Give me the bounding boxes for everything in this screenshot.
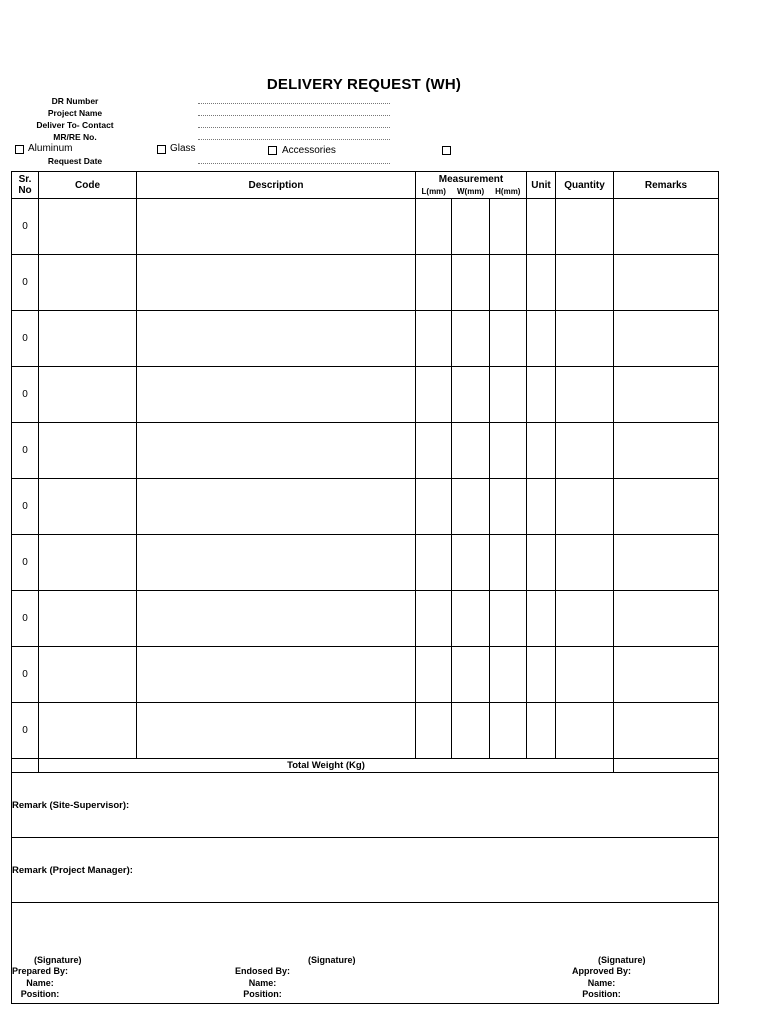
prepared-block bbox=[12, 966, 68, 1001]
row-cell[interactable] bbox=[39, 647, 137, 703]
dr-number-label: DR Number bbox=[51, 96, 99, 106]
row-sr-no: 0 bbox=[12, 199, 39, 255]
deliver-to-label: Deliver To- Contact bbox=[36, 120, 114, 130]
table-row bbox=[12, 199, 719, 255]
row-cell[interactable] bbox=[452, 311, 490, 367]
row-cell[interactable] bbox=[527, 255, 556, 311]
row-cell[interactable] bbox=[490, 479, 527, 535]
row-cell[interactable] bbox=[39, 591, 137, 647]
row-cell[interactable] bbox=[416, 255, 452, 311]
row-cell[interactable] bbox=[614, 591, 719, 647]
row-cell[interactable] bbox=[527, 535, 556, 591]
row-cell[interactable] bbox=[416, 311, 452, 367]
row-cell[interactable] bbox=[452, 591, 490, 647]
mr-re-no-field[interactable] bbox=[198, 139, 390, 140]
row-cell[interactable] bbox=[416, 423, 452, 479]
col-remarks: Remarks bbox=[614, 172, 719, 199]
row-cell[interactable] bbox=[416, 479, 452, 535]
row-cell[interactable] bbox=[556, 647, 614, 703]
row-cell[interactable] bbox=[137, 311, 416, 367]
row-cell[interactable] bbox=[416, 199, 452, 255]
aluminum-checkbox[interactable] bbox=[15, 145, 24, 154]
total-weight-label: Total Weight (Kg) bbox=[39, 759, 614, 773]
items-table bbox=[11, 171, 719, 1004]
prepared-signature-caption: (Signature) bbox=[34, 955, 82, 965]
remark-supervisor-row bbox=[12, 773, 719, 838]
row-cell[interactable] bbox=[452, 367, 490, 423]
row-cell[interactable] bbox=[452, 199, 490, 255]
row-cell[interactable] bbox=[452, 423, 490, 479]
signature-area bbox=[12, 903, 719, 1004]
row-cell[interactable] bbox=[490, 367, 527, 423]
row-cell[interactable] bbox=[39, 255, 137, 311]
request-date-label: Request Date bbox=[47, 156, 103, 166]
approved-name-label: Name: bbox=[587, 977, 616, 988]
accessories-label: Accessories bbox=[282, 145, 336, 156]
col-l-mm: L(mm) bbox=[421, 186, 446, 196]
row-cell[interactable] bbox=[39, 479, 137, 535]
row-cell[interactable] bbox=[614, 423, 719, 479]
table-row bbox=[12, 535, 719, 591]
row-cell[interactable] bbox=[452, 703, 490, 759]
table-row bbox=[12, 479, 719, 535]
signature-row bbox=[12, 903, 719, 1004]
other-checkbox[interactable] bbox=[442, 146, 451, 155]
row-cell[interactable] bbox=[452, 647, 490, 703]
row-sr-no: 0 bbox=[12, 423, 39, 479]
approved-block bbox=[572, 966, 631, 1001]
row-cell[interactable] bbox=[39, 367, 137, 423]
col-sr-no: Sr. No bbox=[12, 172, 39, 199]
col-quantity: Quantity bbox=[556, 172, 614, 199]
endorsed-name-label: Name: bbox=[248, 977, 277, 988]
row-sr-no: 0 bbox=[12, 367, 39, 423]
row-cell[interactable] bbox=[490, 703, 527, 759]
table-header-row bbox=[12, 172, 719, 199]
approved-by-label: Approved By: bbox=[572, 966, 632, 976]
row-cell[interactable] bbox=[614, 647, 719, 703]
row-sr-no: 0 bbox=[12, 255, 39, 311]
row-cell[interactable] bbox=[39, 311, 137, 367]
row-cell[interactable] bbox=[137, 199, 416, 255]
row-cell[interactable] bbox=[614, 199, 719, 255]
row-cell[interactable] bbox=[490, 255, 527, 311]
row-cell[interactable] bbox=[137, 255, 416, 311]
row-cell[interactable] bbox=[527, 423, 556, 479]
row-cell[interactable] bbox=[527, 647, 556, 703]
prepared-name-label: Name: bbox=[26, 977, 54, 988]
row-cell[interactable] bbox=[527, 703, 556, 759]
page-title: DELIVERY REQUEST (WH) bbox=[266, 76, 462, 93]
row-cell[interactable] bbox=[490, 591, 527, 647]
row-cell[interactable] bbox=[137, 591, 416, 647]
row-cell[interactable] bbox=[137, 535, 416, 591]
project-name-label: Project Name bbox=[47, 108, 103, 118]
row-cell[interactable] bbox=[556, 703, 614, 759]
row-sr-no: 0 bbox=[12, 591, 39, 647]
aluminum-label: Aluminum bbox=[28, 143, 73, 154]
row-cell[interactable] bbox=[527, 311, 556, 367]
row-cell[interactable] bbox=[556, 479, 614, 535]
row-cell[interactable] bbox=[416, 367, 452, 423]
row-sr-no: 0 bbox=[12, 311, 39, 367]
row-sr-no: 0 bbox=[12, 479, 39, 535]
row-cell[interactable] bbox=[527, 479, 556, 535]
row-cell[interactable] bbox=[452, 535, 490, 591]
glass-checkbox[interactable] bbox=[157, 145, 166, 154]
row-cell[interactable] bbox=[614, 479, 719, 535]
endorsed-signature-caption: (Signature) bbox=[308, 955, 356, 965]
row-cell[interactable] bbox=[614, 535, 719, 591]
table-row bbox=[12, 591, 719, 647]
row-cell[interactable] bbox=[416, 647, 452, 703]
row-cell[interactable] bbox=[490, 647, 527, 703]
row-cell[interactable] bbox=[614, 311, 719, 367]
row-cell[interactable] bbox=[556, 535, 614, 591]
row-cell[interactable] bbox=[490, 423, 527, 479]
col-code: Code bbox=[39, 172, 137, 199]
approved-signature-caption: (Signature) bbox=[598, 955, 646, 965]
dr-number-field[interactable] bbox=[198, 103, 390, 104]
row-cell[interactable] bbox=[556, 199, 614, 255]
request-date-field[interactable] bbox=[198, 163, 390, 164]
row-cell[interactable] bbox=[527, 367, 556, 423]
row-cell[interactable] bbox=[556, 255, 614, 311]
row-cell[interactable] bbox=[490, 199, 527, 255]
prepared-by-label: Prepared By: bbox=[12, 966, 69, 976]
remark-manager-row bbox=[12, 838, 719, 903]
table-row bbox=[12, 367, 719, 423]
endorsed-block bbox=[235, 966, 290, 1001]
remark-manager[interactable]: Remark (Project Manager): bbox=[12, 838, 719, 903]
row-cell[interactable] bbox=[556, 423, 614, 479]
row-cell[interactable] bbox=[416, 591, 452, 647]
row-cell[interactable] bbox=[527, 199, 556, 255]
row-cell[interactable] bbox=[137, 647, 416, 703]
remark-supervisor[interactable]: Remark (Site-Supervisor): bbox=[12, 773, 719, 838]
row-cell[interactable] bbox=[39, 535, 137, 591]
row-cell[interactable] bbox=[614, 367, 719, 423]
col-unit: Unit bbox=[527, 172, 556, 199]
row-cell[interactable] bbox=[490, 311, 527, 367]
row-cell[interactable] bbox=[556, 367, 614, 423]
accessories-checkbox[interactable] bbox=[268, 146, 277, 155]
col-description: Description bbox=[137, 172, 416, 199]
row-cell[interactable] bbox=[452, 479, 490, 535]
row-cell[interactable] bbox=[137, 479, 416, 535]
glass-label: Glass bbox=[170, 143, 196, 154]
row-sr-no: 0 bbox=[12, 703, 39, 759]
row-cell[interactable] bbox=[39, 703, 137, 759]
row-cell[interactable] bbox=[614, 703, 719, 759]
total-weight-row bbox=[12, 759, 719, 773]
col-measurement bbox=[416, 172, 527, 199]
table-row bbox=[12, 311, 719, 367]
row-cell[interactable] bbox=[614, 255, 719, 311]
project-name-field[interactable] bbox=[198, 115, 390, 116]
endorsed-by-label: Endosed By: bbox=[235, 966, 291, 976]
row-cell[interactable] bbox=[416, 535, 452, 591]
row-cell[interactable] bbox=[416, 703, 452, 759]
row-sr-no: 0 bbox=[12, 535, 39, 591]
deliver-to-field[interactable] bbox=[198, 127, 390, 128]
measurement-label: Measurement bbox=[438, 173, 504, 185]
row-cell[interactable] bbox=[137, 703, 416, 759]
table-row bbox=[12, 703, 719, 759]
row-cell[interactable] bbox=[556, 311, 614, 367]
table-row bbox=[12, 423, 719, 479]
row-cell[interactable] bbox=[39, 199, 137, 255]
row-cell[interactable] bbox=[137, 367, 416, 423]
col-h-mm: H(mm) bbox=[495, 186, 521, 196]
col-w-mm: W(mm) bbox=[457, 186, 485, 196]
row-cell[interactable] bbox=[490, 535, 527, 591]
approved-position-label: Position: bbox=[582, 989, 621, 999]
row-cell[interactable] bbox=[39, 423, 137, 479]
row-cell[interactable] bbox=[452, 255, 490, 311]
table-row bbox=[12, 647, 719, 703]
mr-re-no-label: MR/RE No. bbox=[53, 132, 97, 142]
row-cell[interactable] bbox=[556, 591, 614, 647]
row-cell[interactable] bbox=[137, 423, 416, 479]
endorsed-position-label: Position: bbox=[243, 989, 282, 999]
prepared-position-label: Position: bbox=[20, 989, 60, 999]
table-row bbox=[12, 255, 719, 311]
row-sr-no: 0 bbox=[12, 647, 39, 703]
total-weight-value[interactable] bbox=[614, 759, 719, 773]
row-cell[interactable] bbox=[527, 591, 556, 647]
